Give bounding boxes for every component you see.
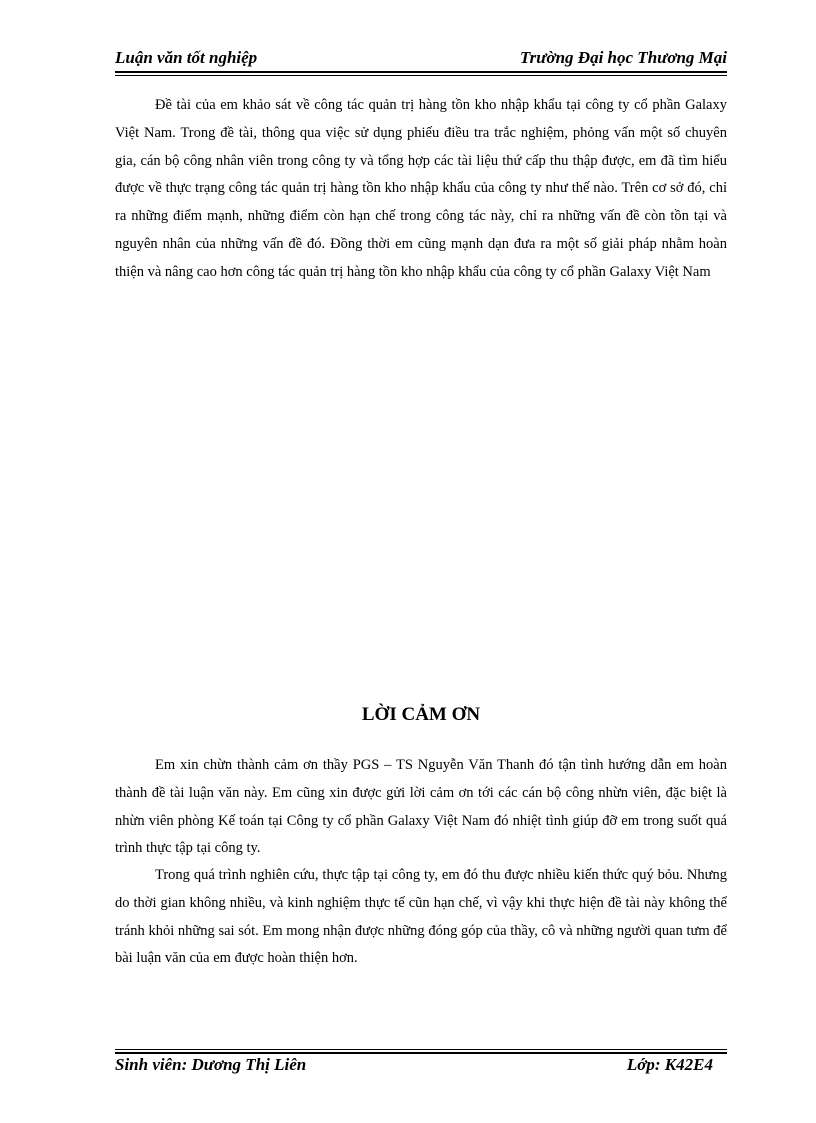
summary-paragraph: Đề tài của em khảo sát về công tác quản trị hàng tồn kho nhập khẩu tại công ty cổ phần Galaxy Việt Nam. Trong đề tài, thông qua việc sử dụng phiếu điều tra trắc nghiệm, phỏng vấn một số chuyên gia, cán bộ công nhân viên trong công ty và tổng hợp các tài liệu thứ cấp thu thập được, em đã tìm hiểu được về thực trạng công tác quản trị hàng tồn kho nhập khẩu của công ty như thế nào. Trên cơ sở đó, chỉ ra những điểm mạnh, những điểm còn hạn chế trong công tác này, chỉ ra những vấn đề còn tồn tại và nguyên nhân của những vấn đề đó. Đồng thời em cũng mạnh dạn đưa ra một số giải pháp nhằm hoàn thiện và nâng cao hơn công tác quản trị hàng tồn kho nhập khẩu của công ty cổ phần Galaxy Việt Nam — [115, 97, 727, 280]
footer-class-code: Lớp: K42E4 — [626, 1055, 713, 1074]
page-header — [115, 48, 727, 72]
acknowledgement-title: LỜI CẢM ƠN — [361, 704, 481, 725]
acknowledgement-paragraph-1: Em xin chừn thành cảm ơn thầy PGS – TS Nguyễn Văn Thanh đó tận tình hướng dẫn em hoàn thành đề tài luận văn này. Em cũng xin được gửi lời cảm ơn tới các cán bộ công nhừn viên, đặc biệt là nhừn viên phòng Kế toán tại Công ty cổ phần Galaxy Việt Nam đó nhiệt tình giúp đỡ em trong suốt quá trình thực tập tại công ty. — [115, 757, 727, 857]
header-thesis-label: Luận văn tốt nghiệp — [115, 48, 258, 67]
header-university-name: Trường Đại học Thương Mại — [519, 48, 727, 67]
acknowledgement-paragraph-2: Trong quá trình nghiên cứu, thực tập tại công ty, em đó thu được nhiều kiến thức quý bỏu. Nhưng do thời gian không nhiều, và kinh nghiệm thực tế cũn hạn chế, vì vậy khi thực hiện đề tài này không thể tránh khỏi những sai sót. Em mong nhận được những đóng góp của thầy, cô và những người quan tưm để bài luận văn của em được hoàn thiện hơn. — [115, 867, 727, 967]
page-footer — [115, 1055, 727, 1079]
header-divider — [115, 71, 727, 76]
footer-divider — [115, 1049, 727, 1054]
footer-student-name: Sinh viên: Dương Thị Liên — [115, 1055, 307, 1074]
